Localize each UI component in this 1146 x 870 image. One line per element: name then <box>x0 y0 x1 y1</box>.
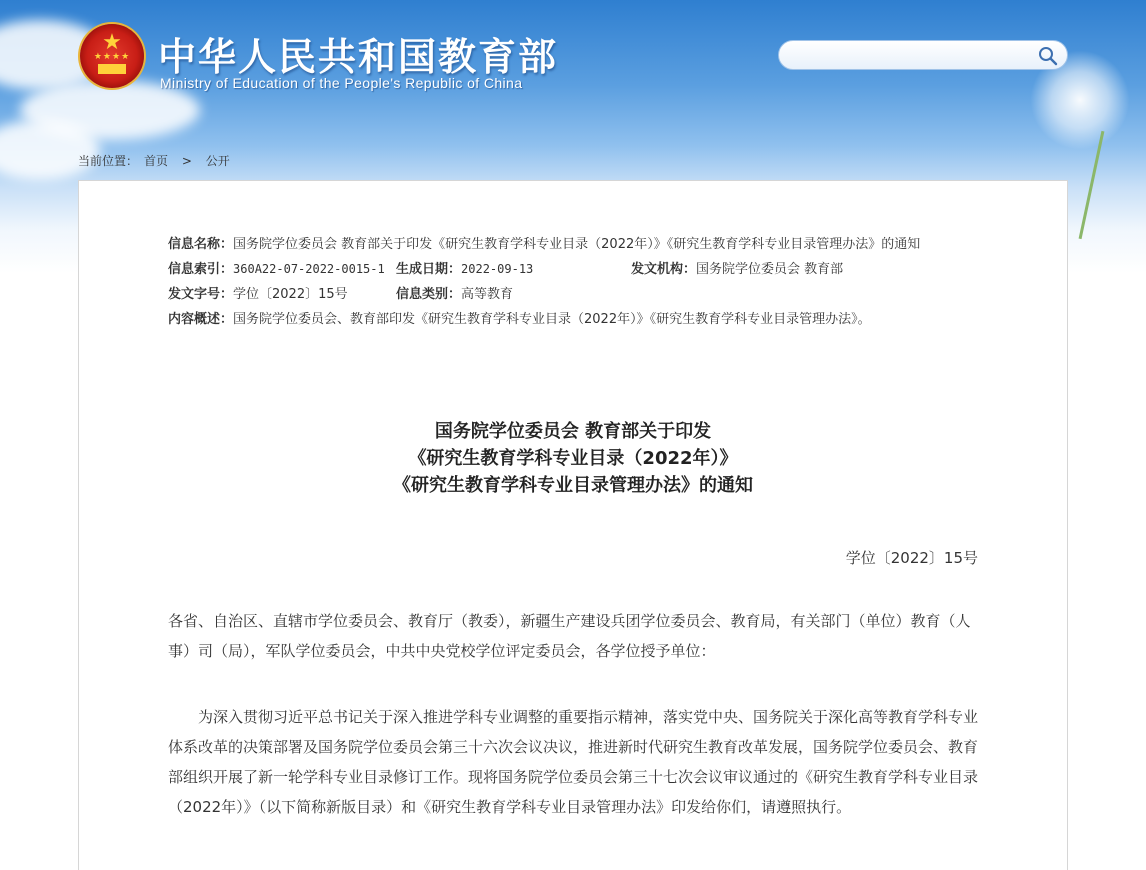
meta-label-index: 信息索引： <box>168 262 234 277</box>
meta-value-date: 2022-09-13 <box>461 262 534 276</box>
site-title: 中华人民共和国教育部 <box>158 35 559 79</box>
meta-label-category: 信息类别： <box>396 287 462 302</box>
meta-row-docno <box>168 282 988 307</box>
document-number: 学位〔2022〕15号 <box>845 549 978 567</box>
meta-label-name: 信息名称： <box>168 237 234 252</box>
document-title-line: 《研究生教育学科专业目录（2022年）》 <box>408 448 738 469</box>
meta-label-date: 生成日期： <box>396 262 462 277</box>
breadcrumb-separator: > <box>181 154 192 168</box>
meta-value-issuer: 国务院学位委员会 教育部 <box>696 262 844 277</box>
meta-label-summary: 内容概述： <box>168 312 234 327</box>
breadcrumb-prefix: 当前位置： <box>78 154 139 168</box>
document-title-line: 《研究生教育学科专业目录管理办法》的通知 <box>393 475 753 496</box>
document-title-line: 国务院学位委员会 教育部关于印发 <box>434 421 712 442</box>
breadcrumb-home-link[interactable]: 首页 <box>144 154 169 168</box>
breadcrumb-current[interactable]: 公开 <box>205 154 230 168</box>
meta-value-name: 国务院学位委员会 教育部关于印发《研究生教育学科专业目录（2022年）》《研究生教育学科专业目录管理办法》的通知 <box>233 237 921 252</box>
document-title <box>78 418 1068 499</box>
meta-value-summary: 国务院学位委员会、教育部印发《研究生教育学科专业目录（2022年）》《研究生教育学科专业目录管理办法》。 <box>233 312 871 327</box>
meta-label-docno: 发文字号： <box>168 287 234 302</box>
info-meta-table <box>168 232 988 332</box>
breadcrumb <box>78 152 230 169</box>
document-body-paragraph: 为深入贯彻习近平总书记关于深入推进学科专业调整的重要指示精神，落实党中央、国务院关于深化高等教育学科专业体系改革的决策部署及国务院学位委员会第三十六次会议决议，推进新时代研究生教育改革发展，国务院学位委员会、教育部组织开展了新一轮学科专业目录修订工作。现将国务院学位委员会第三十七次会议审议通过的《研究生教育学科专业目录（2022年）》（以下简称新版目录）和《研究生教育学科专业目录管理办法》印发给你们，请遵照执行。 <box>168 708 979 816</box>
search-box <box>778 40 1068 70</box>
meta-value-category: 高等教育 <box>461 287 514 302</box>
national-emblem-icon: ★ ★★★★ <box>80 24 144 88</box>
meta-value-docno: 学位〔2022〕15号 <box>233 287 348 302</box>
site-subtitle: Ministry of Education of the People's Republic of China <box>160 75 523 91</box>
meta-value-index: 360A22-07-2022-0015-1 <box>233 262 385 276</box>
meta-row-name <box>168 232 988 257</box>
meta-row-summary <box>168 307 988 332</box>
search-icon[interactable] <box>1037 45 1059 67</box>
meta-label-issuer: 发文机构： <box>631 262 697 277</box>
search-input[interactable] <box>791 45 1035 67</box>
meta-row-index <box>168 257 988 282</box>
document-salutation: 各省、自治区、直辖市学位委员会、教育厅（教委），新疆生产建设兵团学位委员会、教育局，有关部门（单位）教育（人事）司（局），军队学位委员会，中共中央党校学位评定委员会，各学位授予单位： <box>168 612 971 660</box>
